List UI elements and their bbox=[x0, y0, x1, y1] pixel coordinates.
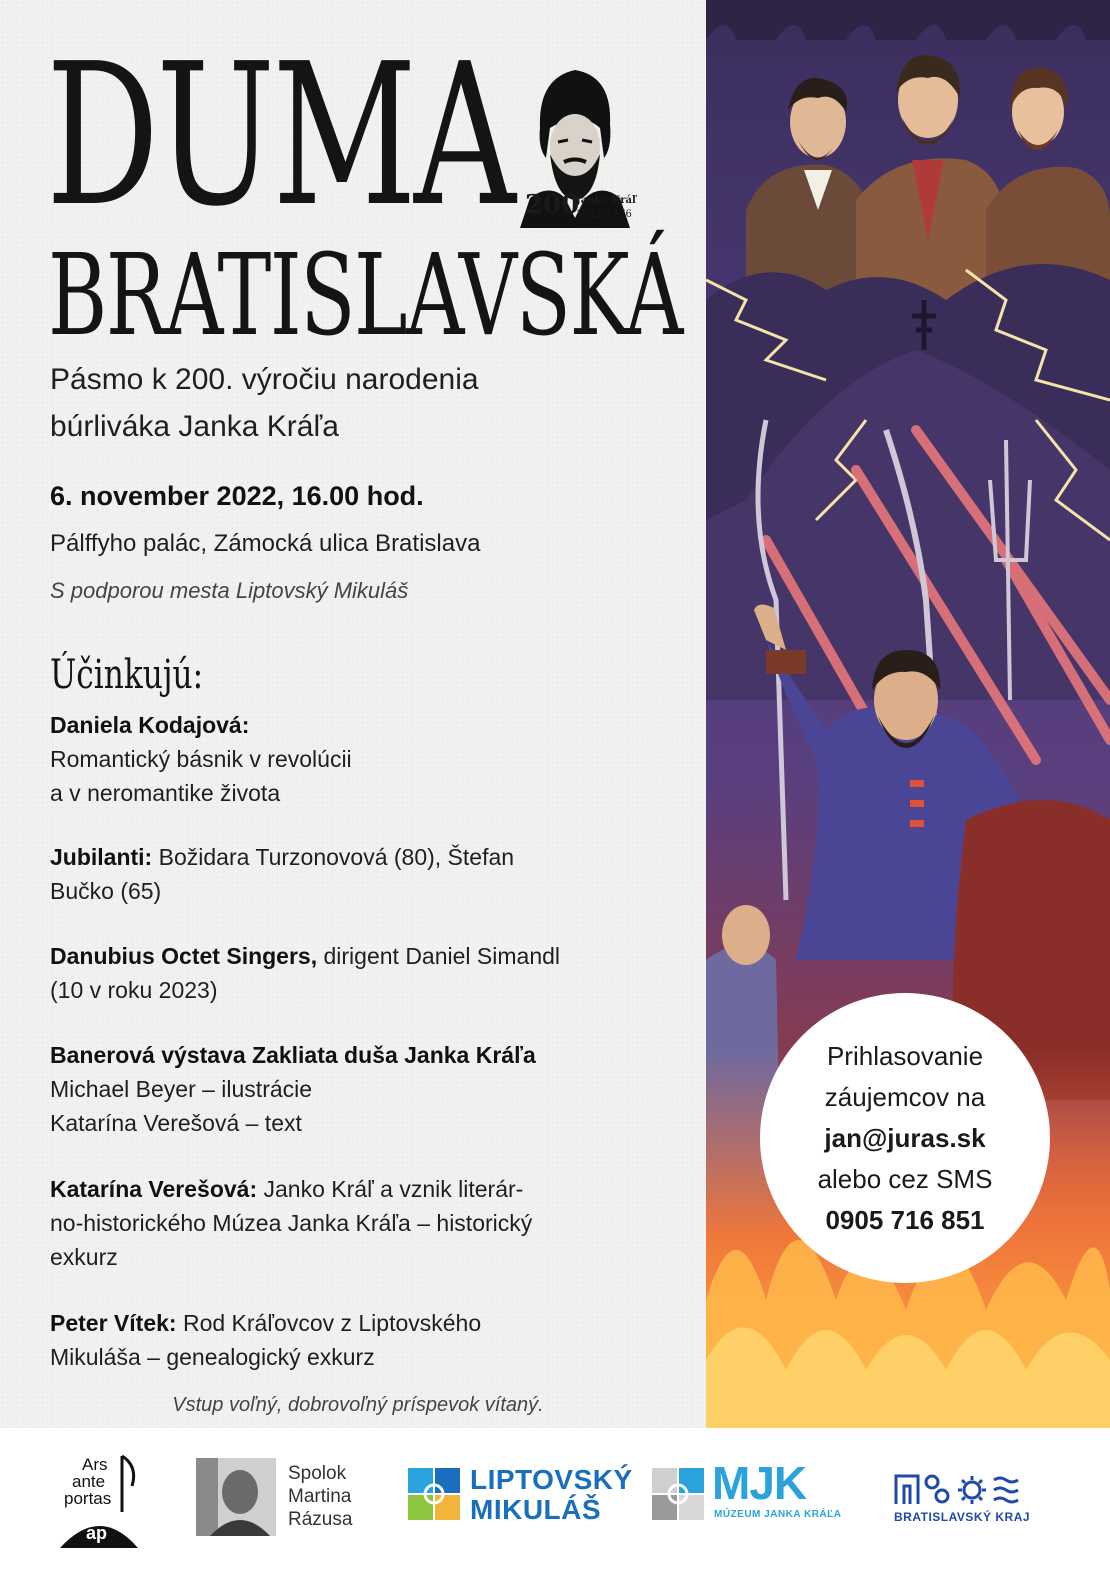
event-support: S podporou mesta Liptovský Mikuláš bbox=[50, 578, 409, 603]
performer-line: Mikuláša – genealogický exkurz bbox=[50, 1344, 375, 1370]
subtitle-line-2: búrliváka Janka Kráľa bbox=[50, 410, 339, 443]
performers-heading: Účinkujú: bbox=[50, 652, 204, 698]
liptovsky-mikulas-mark-icon bbox=[408, 1468, 460, 1520]
emblem-years: 1822–1876 bbox=[576, 209, 632, 220]
title-duma: DUMA bbox=[46, 22, 513, 250]
mikulas-word: MIKULÁŠ bbox=[470, 1494, 602, 1525]
performer-text: Janko Kráľ a vznik literár- bbox=[257, 1176, 524, 1202]
performer-text: Rod Kráľovcov z Liptovského bbox=[176, 1310, 482, 1336]
martin-razus-portrait-icon bbox=[196, 1458, 276, 1536]
performer-name: Banerová výstava Zakliata duša Janka Kráľa bbox=[50, 1042, 536, 1068]
footer-note: Vstup voľný, dobrovoľný príspevok vítaný. bbox=[172, 1394, 544, 1416]
performer-line: a v neromantike života bbox=[50, 780, 281, 806]
performer-line: exkurz bbox=[50, 1244, 118, 1270]
performer-line: Bučko (65) bbox=[50, 878, 162, 904]
performer-item bbox=[50, 1038, 690, 1140]
registration-line-1: Prihlasovanie bbox=[826, 1040, 984, 1071]
mjk-logo: MJK bbox=[712, 1457, 807, 1509]
spolok-martina-razusa-logo bbox=[288, 1462, 352, 1531]
razusa-word: Rázusa bbox=[288, 1509, 353, 1530]
event-venue: Pálffyho palác, Zámocká ulica Bratislava bbox=[50, 530, 481, 557]
emblem-number: 200 bbox=[525, 190, 580, 220]
ante-word: ante bbox=[72, 1472, 106, 1491]
event-date: 6. november 2022, 16.00 hod. bbox=[50, 481, 424, 511]
bratislavsky-kraj-mark-icon bbox=[892, 1472, 1032, 1506]
performer-name: Jubilanti: bbox=[50, 844, 153, 870]
logo-strip bbox=[0, 1428, 1110, 1570]
bratislavsky-kraj-logo: BRATISLAVSKÝ KRAJ bbox=[894, 1510, 1031, 1524]
ars-ante-portas-logo bbox=[60, 1452, 140, 1552]
performer-name: Daniela Kodajová: bbox=[50, 712, 250, 738]
emblem-name: Janko Kráľ bbox=[576, 195, 636, 206]
liptovsky-word: LIPTOVSKÝ bbox=[470, 1464, 633, 1495]
martina-word: Martina bbox=[288, 1486, 352, 1507]
performer-line: (10 v roku 2023) bbox=[50, 977, 218, 1003]
mjk-subtitle: MÚZEUM JANKA KRÁĽA bbox=[714, 1509, 842, 1520]
performer-item bbox=[50, 1306, 690, 1374]
registration-line-2: záujemcov na bbox=[824, 1081, 986, 1112]
ap-mark: ap bbox=[86, 1523, 108, 1543]
portas-word: portas bbox=[64, 1489, 112, 1508]
performer-line: Romantický básnik v revolúcii bbox=[50, 746, 352, 772]
spolok-word: Spolok bbox=[288, 1463, 347, 1484]
performer-item bbox=[50, 1172, 690, 1274]
performer-item bbox=[50, 939, 690, 1007]
performer-name: Katarína Verešová: bbox=[50, 1176, 258, 1202]
performer-item bbox=[50, 708, 690, 810]
registration-bubble bbox=[760, 993, 1050, 1283]
performer-line: no-historického Múzea Janka Kráľa – historický bbox=[50, 1210, 533, 1236]
performer-text: dirigent Daniel Simandl bbox=[317, 943, 561, 969]
performer-name: Peter Vítek: bbox=[50, 1310, 177, 1336]
performer-line: Katarína Verešová – text bbox=[50, 1110, 302, 1136]
performer-line: Michael Beyer – ilustrácie bbox=[50, 1076, 313, 1102]
liptovsky-mikulas-logo bbox=[470, 1465, 633, 1525]
subtitle-line-1: Pásmo k 200. výročiu narodenia bbox=[50, 363, 479, 396]
performer-name: Danubius Octet Singers, bbox=[50, 943, 318, 969]
registration-line-3: alebo cez SMS bbox=[817, 1163, 993, 1194]
performer-text: Božidara Turzonovová (80), Štefan bbox=[152, 844, 515, 870]
title-bratislavska: BRATISLAVSKÁ bbox=[48, 231, 682, 361]
subtitle bbox=[50, 356, 690, 450]
mjk-mark-icon bbox=[652, 1468, 704, 1520]
ars-word: Ars bbox=[82, 1455, 108, 1474]
registration-email[interactable]: jan@juras.sk bbox=[824, 1122, 986, 1153]
registration-phone[interactable]: 0905 716 851 bbox=[825, 1204, 985, 1235]
performer-item bbox=[50, 840, 690, 908]
